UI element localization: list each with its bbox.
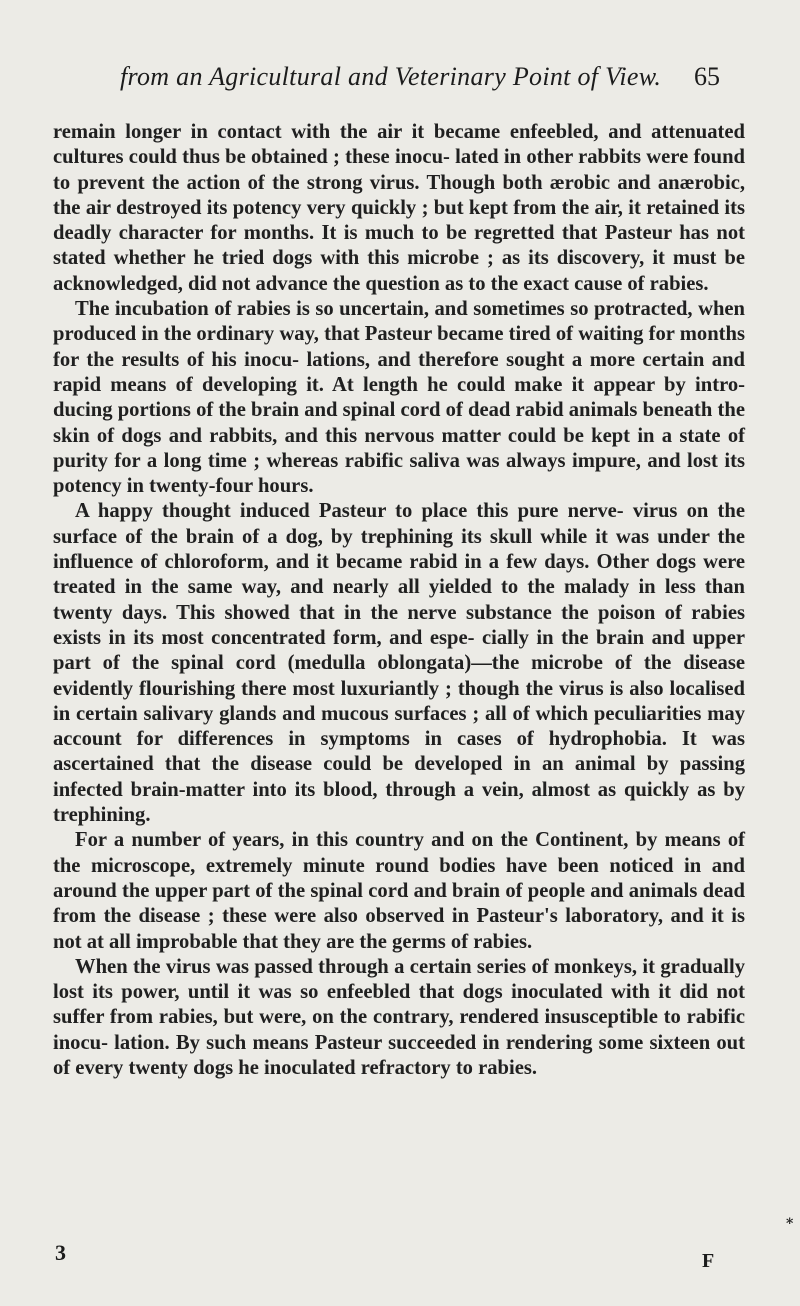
edge-mark: * [786,1216,794,1232]
paragraph: A happy thought induced Pasteur to place this pure nerve- virus on the surface of the brain of a dog, by trephining its skull while it was under the influence of chloroform, and it became rabid in a few days. Other dogs were treated in the same way, and nearly all yielded to the malady in less than twenty days. This showed that in the nerve substance the poison of rabies exists in its most concentrated form, and espe- cially in the brain and upper part of the spinal cord (medulla oblongata)—the microbe of the disease evidently flourishing there most luxuriantly ; though the virus is also localised in certain salivary glands and mucous surfaces ; all of which peculiarities may account for differences in symptoms in cases of hydrophobia. It was ascertained that the disease could be developed in an animal by passing infected brain-matter into its blood, through a vein, almost as quickly as by trephining. [53,500,745,827]
paragraph: The incubation of rabies is so uncertain, and sometimes so protracted, when produced in the ordinary way, that Pasteur became tired of waiting for months for the results of his inocu- lations, and therefore sought a more certain and rapid means of developing it. At length he could make it appear by intro- ducing portions of the brain and spinal cord of dead rabid animals beneath the skin of dogs and rabbits, and this nervous matter could be kept in a state of purity for a long time ; whereas rabific saliva was always impure, and lost its potency in twenty-four hours. [53,298,745,498]
paragraph: remain longer in contact with the air it became enfeebled, and attenuated cultures could thus be obtained ; these inocu- lated in other rabbits were found to prevent the action of the strong virus. Though both ærobic and anærobic, the air destroyed its potency very quickly ; but kept from the air, it retained its deadly character for months. It is much to be regretted that Pasteur has not stated whether he tried dogs with this microbe ; as its discovery, it must be acknowledged, did not advance the question as to the exact cause of rabies. [53,121,745,295]
footer-mark: F [702,1250,715,1272]
body-text [53,120,745,1081]
signature-mark: 3 [55,1240,66,1265]
running-head [120,62,720,96]
paragraph: For a number of years, in this country and on the Continent, by means of the microscope, extremely minute round bodies have been noticed in and around the upper part of the spinal cord and brain of people and animals dead from the disease ; these were also observed in Pasteur's laboratory, and it is not at all improbable that they are the germs of rabies. [53,829,745,953]
paragraph: When the virus was passed through a certain series of monkeys, it gradually lost its power, until it was so enfeebled that dogs inoculated with it did not suffer from rabies, but were, on the contrary, rendered insusceptible to rabific inocu- lation. By such means Pasteur succeeded in rendering some sixteen out of every twenty dogs he inoculated refractory to rabies. [53,955,745,1079]
page-number: 65 [694,62,720,91]
running-title: from an Agricultural and Veterinary Point of View. [120,62,662,91]
